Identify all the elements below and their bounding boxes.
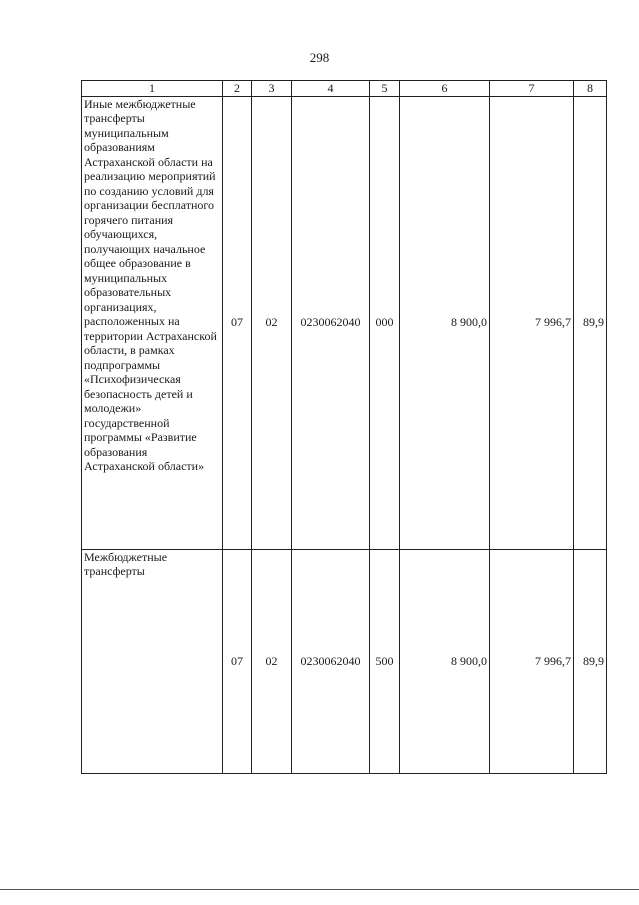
budget-table: [81, 80, 607, 774]
table-row: [82, 549, 607, 773]
expense-type-code: 000: [370, 96, 400, 549]
execution-percent: 89,9: [574, 96, 607, 549]
bottom-rule: [0, 889, 639, 890]
page-number: 298: [309, 50, 330, 65]
column-header: 5: [370, 81, 400, 97]
row-name: Иные межбюджетные трансферты муниципальным образованиям Астраханской области на реализацию мероприятий по созданию условий для организации бесплатного горячего питания обучающихся, получающих начальное общее образование в муниципальных образовательных организациях, расположенных на территории Астраханской области, в рамках подпрограммы «Психофизическая безопасность детей и молодежи» государственной программы «Развитие образования Астраханской области»: [82, 96, 223, 549]
actual-amount: 7 996,7: [490, 96, 574, 549]
column-header: 4: [292, 81, 370, 97]
target-article-code: 0230062040: [292, 96, 370, 549]
column-header: 2: [223, 81, 252, 97]
table-row: [82, 96, 607, 549]
column-header: 6: [400, 81, 490, 97]
planned-amount: 8 900,0: [400, 96, 490, 549]
section-code: 07: [223, 96, 252, 549]
target-article-code: 0230062040: [292, 549, 370, 773]
subsection-code: 02: [252, 96, 292, 549]
execution-percent: 89,9: [574, 549, 607, 773]
header-row: [82, 81, 607, 97]
column-header: 1: [82, 81, 223, 97]
subsection-code: 02: [252, 549, 292, 773]
column-header: 8: [574, 81, 607, 97]
planned-amount: 8 900,0: [400, 549, 490, 773]
row-name: Межбюджетные трансферты: [82, 549, 223, 773]
expense-type-code: 500: [370, 549, 400, 773]
actual-amount: 7 996,7: [490, 549, 574, 773]
section-code: 07: [223, 549, 252, 773]
column-header: 7: [490, 81, 574, 97]
column-header: 3: [252, 81, 292, 97]
